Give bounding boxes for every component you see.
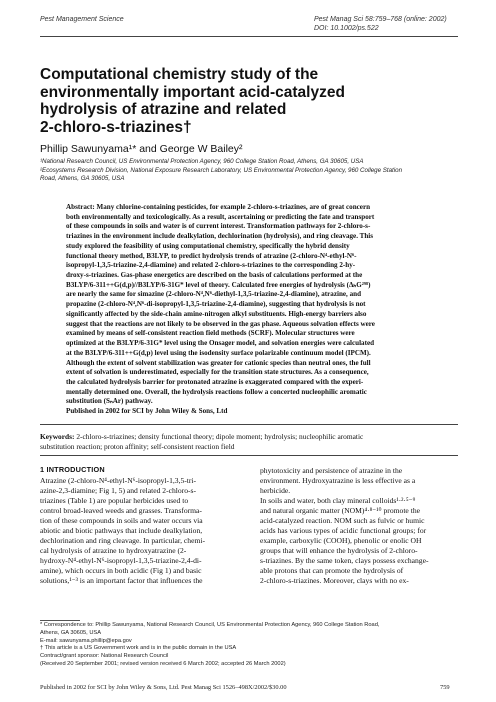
body-line: acid-catalyzed reaction. NOM such as fulvic or humic <box>260 516 425 525</box>
body-line: control broad-leaved weeds and grasses. Transforma- <box>40 506 202 515</box>
footnote-line: * Correspondence to: Phillip Sawunyama, National Research Council, US Environmental Protection Agency, 960 College Station Road, <box>40 622 380 628</box>
body-line: s-triazines. By the same token, clays possess exchange- <box>260 556 429 565</box>
intro-column-right <box>260 466 458 586</box>
abstract-line: isopropyl-1,3,5-triazine-2,4-diamine) and related 2-chloro-s-triazines to the corresponding 2-hy- <box>66 261 356 270</box>
running-head-citation <box>314 16 447 33</box>
footnote-line: (Received 20 September 2001; revised version received 6 March 2002; accepted 26 March 2002) <box>40 660 286 667</box>
footnote-email: E-mail: sawunyama.phillip@epa.gov <box>40 637 132 644</box>
abstract-published-line: Published in 2002 for SCI by John Wiley & Sons, Ltd <box>66 407 228 416</box>
abstract-line: droxy-s-triazines. Gas-phase energetics are described on the basis of calculations performed at the <box>66 271 363 280</box>
section-heading-introduction: 1 INTRODUCTION <box>40 465 105 474</box>
body-line: Atrazine (2-chloro-N⁴-ethyl-N⁶-isopropyl-1,3,5-tri- <box>40 476 197 485</box>
body-line: and natural organic matter (NOM)⁴·⁸⁻¹⁰ promote the <box>260 506 420 515</box>
abstract-line: study explored the feasibility of using computational chemistry, specifically the hybrid density <box>66 241 350 250</box>
footnote-rule <box>40 620 80 621</box>
affiliation-1: ¹National Research Council, US Environmental Protection Agency, 960 College Station Road, Athens, GA 30605, USA <box>40 158 364 165</box>
intro-column-left <box>40 476 238 586</box>
page-footer-publisher: Published in 2002 for SCI by John Wiley & Sons, Ltd. Pest Manag Sci 1526–498X/2002/$30.00 <box>40 684 287 691</box>
header-rule <box>40 36 458 37</box>
abstract-line: extent of solvation is underestimated, especially for the transition state structures. As a consequence, <box>66 368 369 377</box>
footnote-line: † This article is a US Government work and is in the public domain in the USA <box>40 645 237 652</box>
body-line: amine), which occurs in both acidic (Fig 1) and basic <box>40 566 202 575</box>
abstract-line: at the B3LYP/6-311++G(d,p) level using the isodensity surface polarizable continuum model (IPCM). <box>66 348 371 357</box>
keywords-bottom-rule <box>40 455 458 456</box>
abstract-line: the calculated hydrolysis barrier for protonated atrazine is exaggerated compared with the experi- <box>66 377 364 386</box>
page-number: 759 <box>440 684 450 691</box>
body-line: triazines (Table 1) are popular herbicides used to <box>40 496 189 505</box>
body-line: herbicide. <box>260 486 291 495</box>
title-line: Computational chemistry study of the <box>40 66 319 83</box>
abstract-line: substitution (SₙAr) pathway. <box>66 397 153 406</box>
footnote-line: Contract/grant sponsor: National Research Council <box>40 653 169 660</box>
body-line: hydroxy-N⁴-ethyl-N⁶-isopropyl-1,3,5-triazine-2,4-di- <box>40 556 202 565</box>
abstract-line: propazine (2-chloro-N⁴,N⁶-di-isopropyl-1,3,5-triazine-2,4-diamine), suggesting that hydrolysis is not <box>66 300 366 309</box>
title-line: environmentally important acid-catalyzed <box>40 83 345 101</box>
author-list: Phillip Sawunyama¹* and George W Bailey² <box>40 143 243 155</box>
abstract-line: triazines in the environment include dealkylation, dechlorination (hydrolysis), and ring cleavage. This <box>66 232 374 241</box>
abstract-line: B3LYP/6-311++G(d,p)//B3LYP/6-31G* level of theory. Calculated free energies of hydrolysis (ΔₕG²⁹⁸) <box>66 280 371 289</box>
abstract-line: are nearly the same for simazine (2-chloro-N⁴,N⁶-diethyl-1,3,5-triazine-2,4-diamine), atrazine, and <box>66 290 362 299</box>
body-line: dechlorination and ring cleavage. In particular, chemi- <box>40 536 205 545</box>
abstract-line: of these compounds in soils and water is of current interest. Transformation pathways for 2-chloro-s- <box>66 222 371 231</box>
title-line: hydrolysis of atrazine and related <box>40 101 287 119</box>
running-head-journal: Pest Management Science <box>40 16 124 23</box>
doi-line: DOI: 10.1002/ps.522 <box>314 24 379 32</box>
body-line: solutions,¹⁻³ is an important factor that influences the <box>40 576 203 585</box>
abstract-line: Although the extent of solvent stabilization was greater for cationic species than neutral ones, the full <box>66 358 371 367</box>
body-line: tion of these compounds in soils and water occurs via <box>40 516 203 525</box>
abstract-line: mentally determined one. Overall, the hydrolysis reactions follow a concerted nucleophilic aromatic <box>66 387 367 396</box>
abstract-line: optimized at the B3LYP/6-31G* level using the Onsager model, and solvation energies were calculated <box>66 339 375 348</box>
affiliation-line: ²Ecosystems Research Division, National Exposure Research Laboratory, US Environmental Protection Agency, 960 College Station <box>40 167 403 174</box>
body-line: In soils and water, both clay mineral colloids¹·²·⁵⁻⁹ <box>260 496 416 505</box>
article-title <box>40 66 460 136</box>
body-line: example, carboxylic (COOH), phenolic or enolic OH <box>260 536 422 545</box>
body-line: 2-chloro-s-triazines. Moreover, clays with no ex- <box>260 576 409 585</box>
body-line: phytotoxicity and persistence of atrazine in the <box>260 466 403 475</box>
abstract-line: functional theory method, B3LYP, to predict hydrolysis trends of atrazine (2-chloro-N⁴-ethyl-N⁶- <box>66 251 357 260</box>
keywords-top-rule <box>40 424 458 425</box>
body-line: groups that will enhance the hydrolysis of 2-chloro- <box>260 546 418 555</box>
abstract <box>66 203 448 417</box>
body-line: azine-2,3-diamine; Fig 1, 5) and related 2-chloro-s- <box>40 486 197 495</box>
affiliation-line: Road, Athens, GA 30605, USA <box>40 175 125 183</box>
body-line: able protons that can promote the hydrolysis of <box>260 566 404 575</box>
body-line: abiotic and biotic pathways that include dealkylation, <box>40 526 203 535</box>
keywords <box>40 432 458 451</box>
abstract-line: suggest that the reactions are not likely to be observed in the gas phase. Aqueous solvation effects were <box>66 319 375 328</box>
title-line: 2-chloro-s-triazines† <box>40 118 192 136</box>
abstract-line: Abstract: Many chlorine-containing pesticides, for example 2-chloro-s-triazines, are of great concern <box>66 203 371 211</box>
citation-line: Pest Manag Sci 58:759–768 (online: 2002) <box>314 16 447 23</box>
keywords-label: Keywords: <box>40 432 75 441</box>
affiliation-2 <box>40 167 460 184</box>
abstract-line: examined by means of self-consistent reaction field methods (SCRF). Molecular structures were <box>66 329 355 338</box>
body-line: environment. Hydroxyatrazine is less effective as a <box>260 476 416 485</box>
keywords-text: 2-chloro-s-triazines; density functional theory; dipole moment; hydrolysis; nucleophilic aromatic <box>76 432 364 441</box>
body-line: acids has various types of acidic functional groups; for <box>260 526 427 535</box>
footnote-line: Athens, GA 30605, USA <box>40 629 102 636</box>
abstract-line: significantly affected by the side-chain amine-nitrogen alkyl substituents. High-energy barriers also <box>66 309 367 318</box>
body-line: cal hydrolysis of atrazine to hydroxyatrazine (2- <box>40 546 187 555</box>
keywords-text: substitution reaction; proton affinity; self-consistent reaction field <box>40 441 235 451</box>
footnotes <box>40 622 460 669</box>
abstract-line: both environmentally and toxicologically. As a result, ascertaining or predicting the fate and transport <box>66 212 375 221</box>
